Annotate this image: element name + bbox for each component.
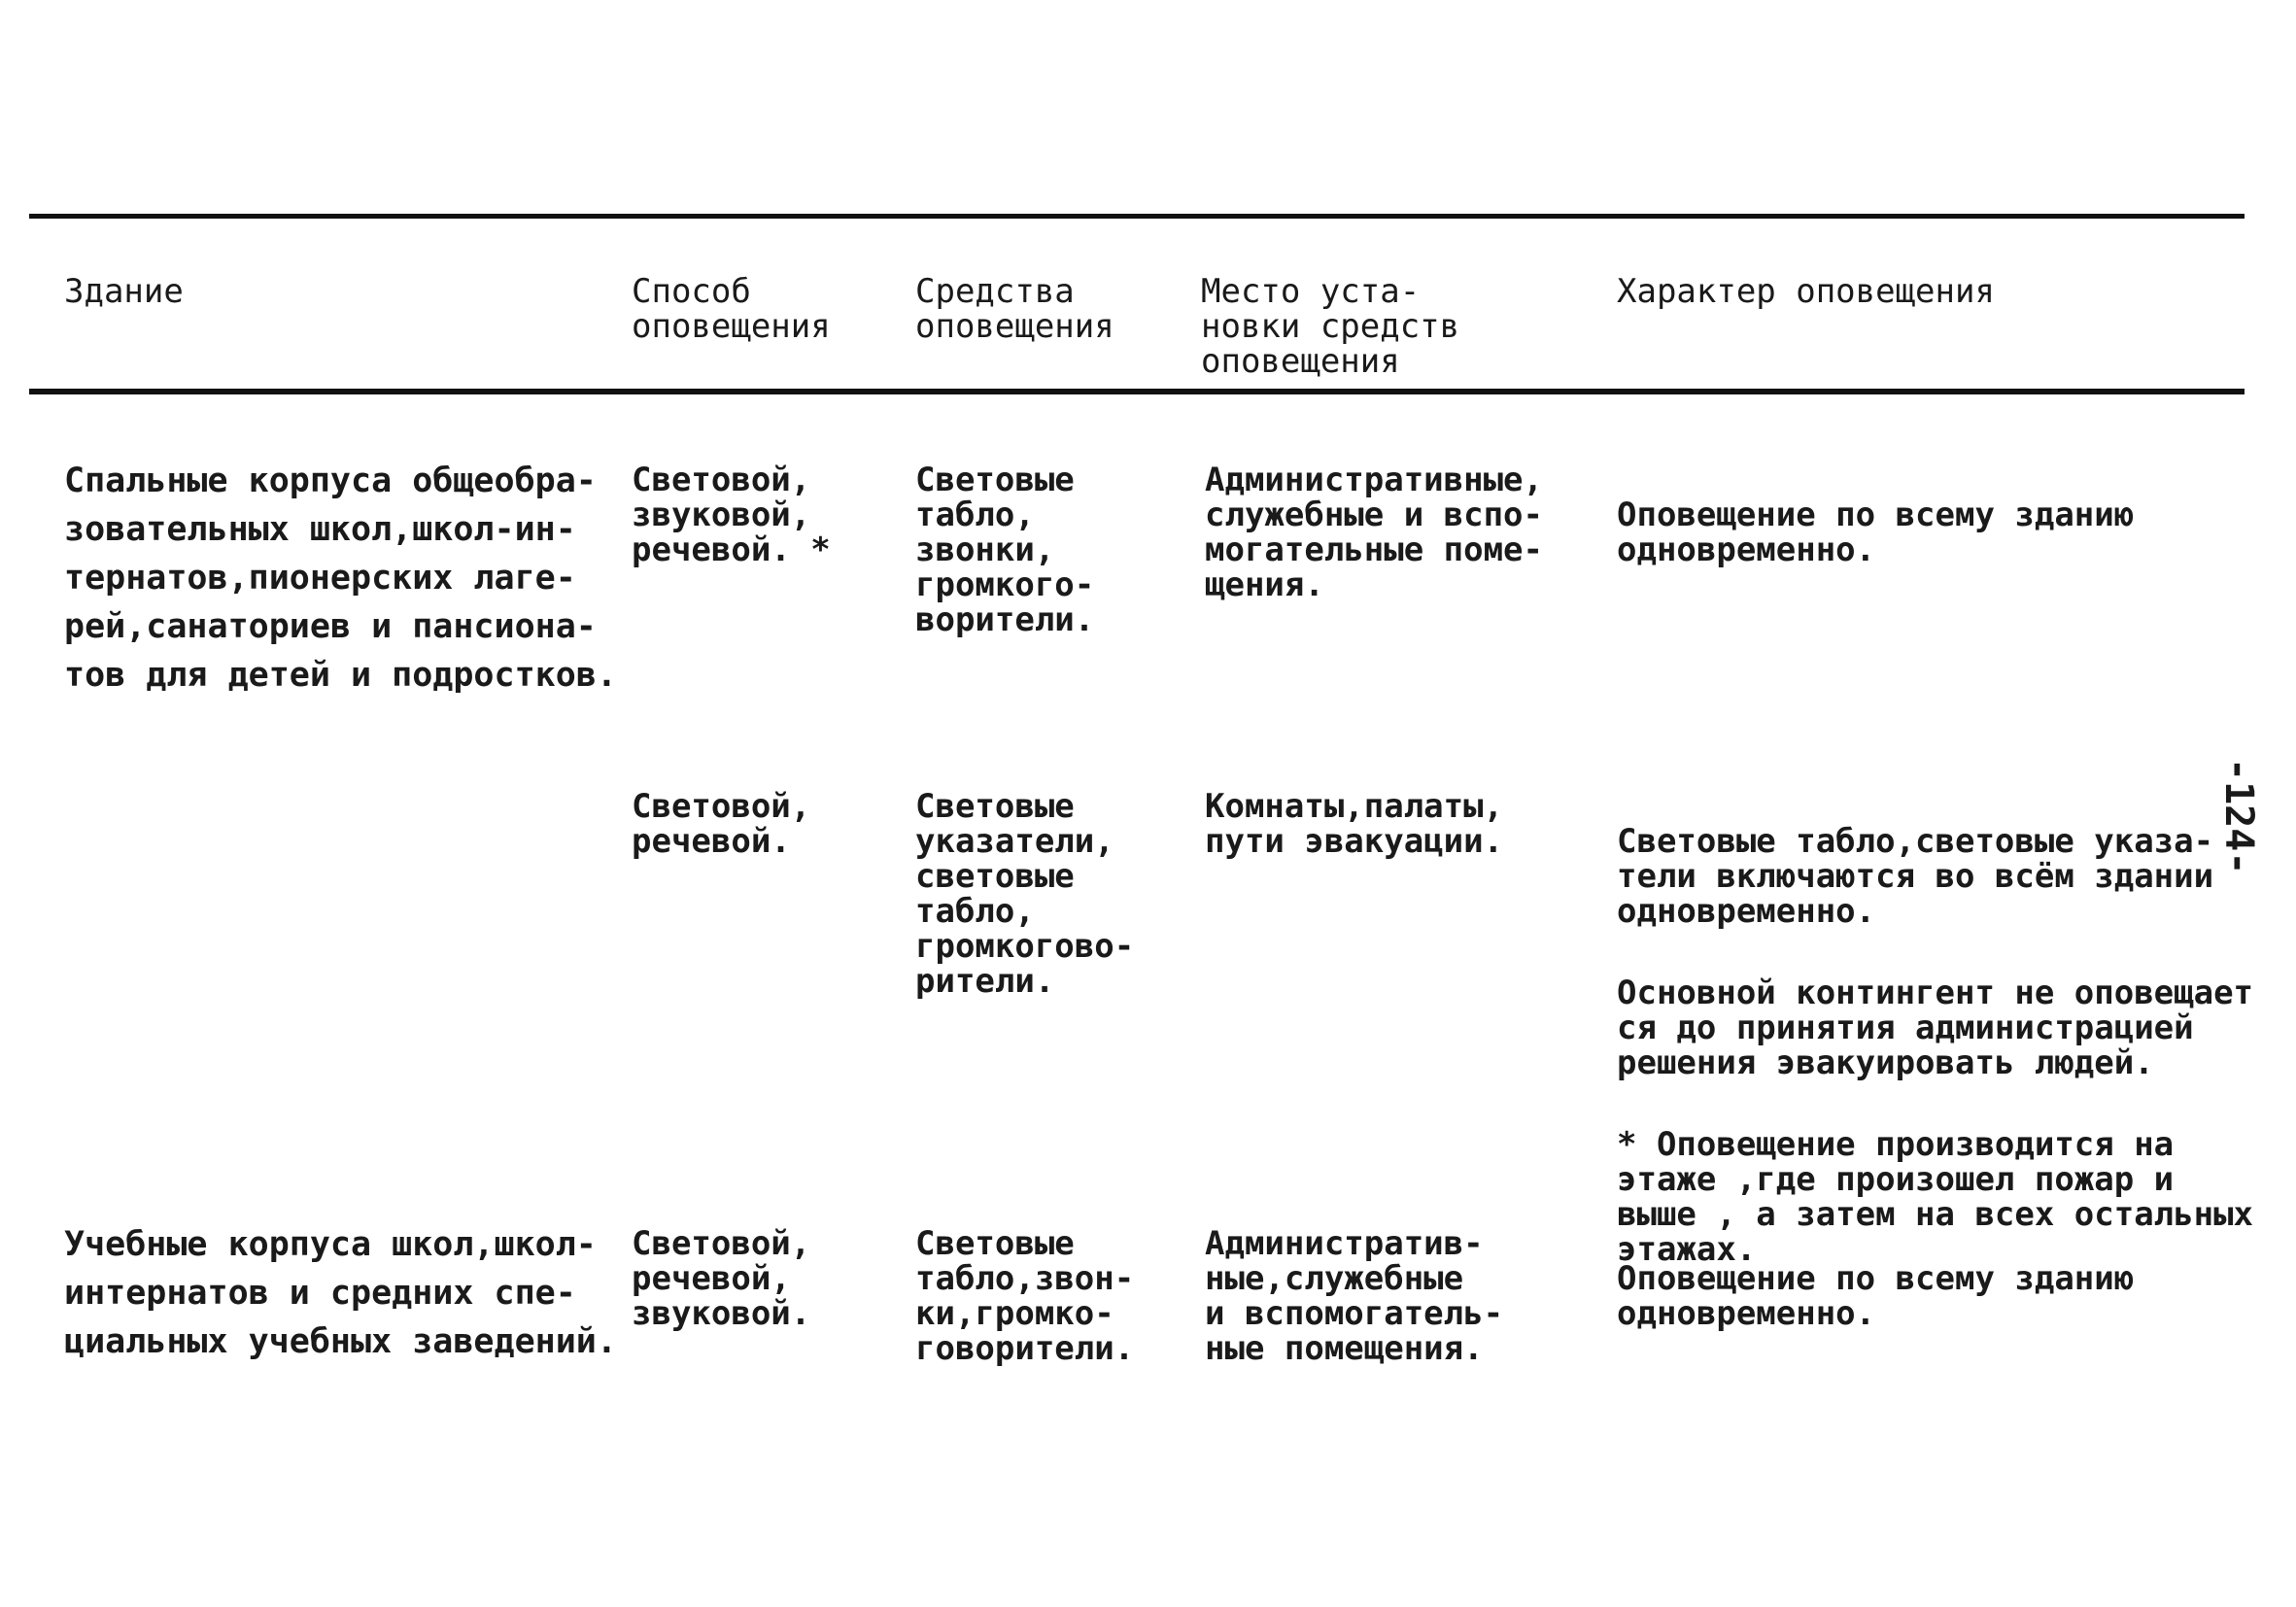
page-number: -124-	[2216, 757, 2261, 875]
header-character: Характер оповещения	[1617, 272, 1995, 311]
row1-method: Световой, звуковой, речевой. *	[632, 461, 831, 569]
row3-method: Световой, речевой, звуковой.	[632, 1224, 811, 1333]
row3-location: Административ- ные,служебные и вспомогатель- ные помещения.	[1205, 1224, 1504, 1368]
row1-means: Световые табло, звонки, громкого- ворители.	[915, 461, 1095, 639]
row2-method: Световой, речевой.	[632, 787, 811, 861]
row3-character-p1: Оповещение по всему зданию одновременно.	[1617, 1259, 2135, 1333]
row1-location: Административные, служебные и вспо- могательные поме- щения.	[1205, 461, 1543, 604]
row2-location: Комнаты,палаты, пути эвакуации.	[1205, 787, 1504, 861]
header-location: Место уста- новки средств оповещения	[1201, 272, 1460, 381]
header-building: Здание	[64, 272, 184, 311]
row2-character-p3: * Оповещение производится на этаже ,где произошел пожар и выше , а затем на всех остальных этажах.	[1617, 1125, 2254, 1269]
header-means: Средства оповещения	[915, 272, 1114, 346]
table-top-rule	[29, 214, 2245, 219]
row1-character	[1617, 462, 2134, 614]
row3-character	[1617, 1226, 2134, 1378]
row1-character-p1: Оповещение по всему зданию одновременно.	[1617, 496, 2135, 569]
header-method: Способ оповещения	[632, 272, 831, 346]
row2-character-p1: Световые табло,световые указа- тели включаются во всём здании одновременно.	[1617, 822, 2214, 931]
row3-means: Световые табло,звон- ки,громко- говорители.	[915, 1224, 1135, 1368]
row1-building: Спальные корпуса общеобра- зовательных школ,школ-ин- тернатов,пионерских лаге- рей,санаториев и пансиона- тов для детей и подростков.	[64, 462, 617, 695]
header-bottom-rule	[29, 389, 2245, 394]
row3-building: Учебные корпуса школ,школ- интернатов и средних спе- циальных учебных заведений.	[64, 1225, 617, 1361]
row2-character-p2: Основной контингент не оповещает ся до принятия администрацией решения эвакуировать людей.	[1617, 974, 2254, 1082]
row2-means: Световые указатели, световые табло, громкогово- рители.	[915, 787, 1135, 1001]
